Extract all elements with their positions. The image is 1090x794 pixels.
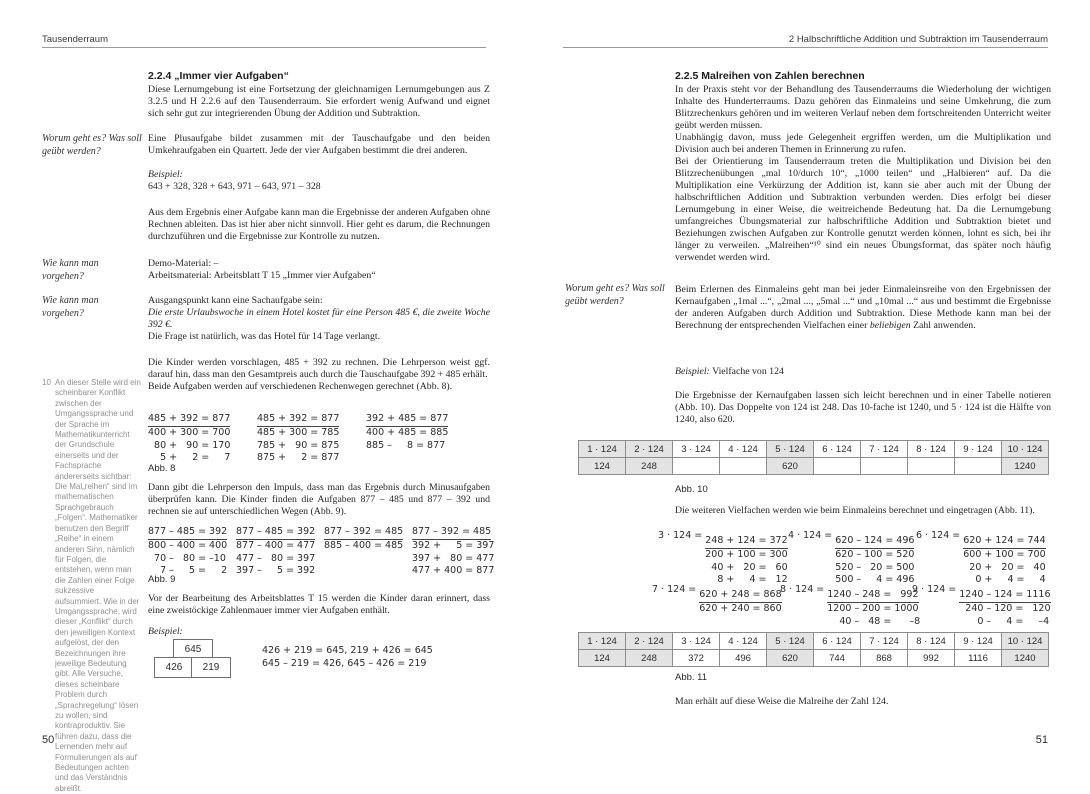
- table-header-cell: 10 · 124: [1002, 441, 1049, 458]
- table-header-cell: 7 · 124: [861, 633, 908, 650]
- equation-line: 485 + 392 = 877: [148, 413, 230, 427]
- equation-line: 392 + 5 = 397: [412, 539, 495, 551]
- equation-line: 600 + 100 = 700: [963, 548, 1046, 560]
- equation-line: 485 + 300 = 785: [257, 426, 340, 438]
- table-value-cell: [861, 458, 908, 475]
- margin-note: Wie kann man vorgehen?: [42, 258, 99, 282]
- example-text: Vielfache von 124: [709, 366, 784, 377]
- example-label: Beispiel:: [148, 626, 183, 637]
- running-header-left: Tausenderraum: [42, 34, 109, 45]
- wall-equation-line: 426 + 219 = 645, 219 + 426 = 645: [262, 645, 433, 656]
- equation-line: 785 + 90 = 875: [257, 439, 340, 451]
- equation-line: 40 + 20 = 60: [705, 561, 788, 573]
- calc-block-6x124: [916, 530, 1046, 587]
- equation-line: 200 + 100 = 300: [705, 548, 788, 560]
- table-value-cell: 868: [861, 650, 908, 667]
- table-value-cell: 1240: [1002, 650, 1049, 667]
- table-value-cell: 124: [579, 650, 626, 667]
- table-header-cell: 3 · 124: [673, 633, 720, 650]
- calc-head: 9 · 124 =: [912, 584, 960, 595]
- paragraph: [148, 295, 490, 343]
- table-value-cell: 744: [814, 650, 861, 667]
- equation-line: 477 + 400 = 877: [412, 565, 495, 577]
- equation-line: 1200 – 200 = 1000: [827, 602, 919, 614]
- figure-abb9-column-1: [148, 521, 227, 578]
- equation-line: 877 – 392 = 485: [412, 526, 491, 540]
- header-rule-left: [42, 47, 486, 48]
- table-header-cell: 6 · 124: [814, 441, 861, 458]
- table-header-cell: 1 · 124: [579, 633, 626, 650]
- table-value-cell: 620: [767, 458, 814, 475]
- multiplication-table-abb11: [578, 632, 1049, 667]
- number-wall-left-cell: 426: [154, 657, 194, 678]
- equation-line: 500 – 4 = 496: [835, 574, 915, 586]
- equation-line: 40 – 48 = –8: [827, 615, 921, 627]
- equation-line: 877 – 392 = 485: [324, 526, 403, 540]
- calc-head: 6 · 124 =: [916, 530, 964, 541]
- table-header-cell: 8 · 124: [908, 441, 955, 458]
- equation-line: 1240 – 248 = 992: [827, 589, 918, 603]
- task-story-italic: Die erste Urlaubswoche in einem Hotel kostet für eine Person 485 €, die zweite Woche 392 €.: [148, 307, 490, 330]
- table-value-cell: 248: [626, 650, 673, 667]
- task-intro: Ausgangspunkt kann eine Sachaufgabe sein:: [148, 295, 323, 306]
- equation-line: 397 + 80 = 477: [412, 552, 495, 564]
- table-value-cell: 1116: [955, 650, 1002, 667]
- equation-line: 5 + 2 = 7: [148, 452, 231, 464]
- figure-abb8-column-2: [257, 408, 339, 465]
- equation-line: 800 – 400 = 400: [148, 539, 228, 551]
- paragraph: [675, 284, 1051, 332]
- calc-block-4x124: [788, 530, 914, 587]
- table-value-cell: [814, 458, 861, 475]
- equation-line: 400 + 485 = 885: [366, 426, 449, 438]
- figure-abb8-column-1: [148, 408, 230, 465]
- paragraph-text: Die Kinder werden vorschlagen, 485 + 392 zu rechnen. Die Lehrperson weist ggf. darauf hin, dass man den Gesamtpreis auch durch die Tauschaufgabe 392 + 485 erhält.: [148, 357, 490, 380]
- page-number-right: 51: [1035, 734, 1048, 746]
- table-header-cell: 4 · 124: [720, 441, 767, 458]
- table-value-cell: 372: [673, 650, 720, 667]
- paragraph: Die Ergebnisse der Kernaufgaben lassen sich leicht berechnen und in einer Tabelle notieren (Abb. 10). Das Doppelte von 124 ist 248. Das 10-fache ist 1240, und 5 · 124 ist die Hälfte von 1240, also 620.: [675, 390, 1051, 425]
- paragraph: Vor der Bearbeitung des Arbeitsblattes T 15 werden die Kinder daran erinnert, dass eine zweistöckige Zahlenmauer immer vier Aufgaben enthält.: [148, 593, 490, 616]
- footnote: [42, 378, 142, 794]
- table-value-cell: 620: [767, 650, 814, 667]
- calc-block-7x124: [652, 584, 782, 616]
- paragraph: Aus dem Ergebnis einer Aufgabe kann man die Ergebnisse der anderen Aufgaben ohne Rechnen ableiten. Das ist hier aber nicht sinnvoll. Hier geht es darum, die Rechnungen durchzuführen und die Ergebnisse zur Kontrolle zu nutzen.: [148, 207, 490, 242]
- table-value-cell: 1240: [1002, 458, 1049, 475]
- page-number-left: 50: [42, 734, 55, 746]
- equation-line: 620 + 240 = 860: [699, 602, 782, 614]
- equation-line: 877 – 485 = 392: [236, 526, 315, 540]
- figure-caption: Abb. 10: [675, 484, 708, 495]
- table-header-cell: 3 · 124: [673, 441, 720, 458]
- equation-line: 875 + 2 = 877: [257, 452, 340, 464]
- equation-line: 885 – 400 = 485: [324, 539, 404, 551]
- multiplication-table-abb10: [578, 440, 1049, 475]
- work-material-line: Arbeitsmaterial: Arbeitsblatt T 15 „Immer vier Aufgaben“: [148, 270, 376, 281]
- table-value-cell: [955, 458, 1002, 475]
- margin-note: Worum geht es? Was soll geübt werden?: [42, 133, 142, 157]
- figure-caption: Abb. 8: [148, 463, 176, 474]
- calc-column: [835, 530, 914, 587]
- calc-block-9x124: [912, 584, 1051, 628]
- equation-line: 0 – 4 = –4: [959, 615, 1050, 627]
- figure-abb8-column-3: [366, 408, 448, 452]
- paragraph-text: Beim Erlernen des Einmaleins geht man bei jeder Einmaleinsreihe von den Ergebnissen der Kernaufgaben „1mal ...“, „2mal ..., „5mal ...“ und „10mal ...“ aus und bestimmt die Ergebnisse der anderen Aufgaben durch Addition und Subtraktion. Diese Methode kann man bei der Berechnung der entsprechenden Vielfachen einer: [675, 284, 1051, 331]
- section-heading: 2.2.5 Malreihen von Zahlen berechnen: [675, 70, 865, 82]
- table-header-cell: 2 · 124: [626, 633, 673, 650]
- table-header-cell: 5 · 124: [767, 633, 814, 650]
- number-wall-right-cell: 219: [191, 657, 231, 678]
- equation-line: 248 + 124 = 372: [705, 535, 787, 549]
- equation-line: 70 – 80 = –10: [148, 552, 226, 564]
- calc-head: 4 · 124 =: [788, 530, 836, 541]
- calc-block-3x124: [658, 530, 788, 587]
- calc-column: [699, 584, 781, 616]
- table-value-cell: 248: [626, 458, 673, 475]
- figure-caption: Abb. 9: [148, 574, 176, 585]
- calc-column: [705, 530, 787, 587]
- equation-line: 240 – 120 = 120: [959, 602, 1051, 614]
- paragraph: [675, 84, 1051, 264]
- paragraph-text: In der Praxis steht vor der Behandlung des Tausenderraums die Wiederholung der wichtigen Inhalte des Hunderterraums. Dazu gehören das Einmaleins und seine Umkehrung, die zum Blitzrechenkurs gehören und im weiteren Verlauf neben dem fortschreitenden Unterricht weiter geübt werden müssen.: [675, 84, 1051, 131]
- paragraph: Dann gibt die Lehrperson den Impuls, dass man das Ergebnis durch Minusaufgaben überprüfen kann. Die Kinder finden die Aufgaben 877 – 485 und 877 – 392 und rechnen sie auf unterschiedlichen Wegen (Abb. 9).: [148, 482, 490, 517]
- equation-line: 885 – 8 = 877: [366, 439, 446, 451]
- margin-note: Worum geht es? Was soll geübt werden?: [565, 283, 665, 307]
- paragraph-text: Zahl anwenden.: [910, 320, 976, 331]
- wall-equation-line: 645 – 219 = 426, 645 – 426 = 219: [262, 658, 427, 669]
- header-rule-right: [563, 47, 1048, 48]
- equation-line: 1240 – 124 = 1116: [959, 589, 1050, 603]
- calc-head: 7 · 124 =: [652, 584, 700, 595]
- calc-head: 3 · 124 =: [658, 530, 706, 541]
- equation-line: 397 – 5 = 392: [236, 565, 316, 577]
- table-value-cell: [720, 458, 767, 475]
- calc-column: [827, 584, 920, 628]
- table-header-cell: 6 · 124: [814, 633, 861, 650]
- equation-line: 400 + 300 = 700: [148, 426, 231, 438]
- closing-sentence: Man erhält auf diese Weise die Malreihe der Zahl 124.: [675, 696, 889, 707]
- margin-note: Wie kann man vorgehen?: [42, 295, 99, 319]
- material-list: [148, 258, 490, 282]
- table-header-cell: 9 · 124: [955, 633, 1002, 650]
- running-header-right: 2 Halbschriftliche Addition und Subtraktion im Tausenderraum: [788, 34, 1048, 45]
- paragraph-text: Unabhängig davon, muss jede Gelegenheit ergriffen werden, um die Multiplikation und Division auch bei anderen Themen in Erinnerung zu rufen.: [675, 132, 1051, 155]
- figure-abb9-column-3: [324, 521, 403, 553]
- figure-abb9-column-2: [236, 521, 315, 578]
- equation-line: 20 + 20 = 40: [963, 561, 1046, 573]
- figure-abb9-column-4: [412, 521, 494, 578]
- equation-line: 477 – 80 = 397: [236, 552, 316, 564]
- equation-line: 620 – 100 = 520: [835, 548, 915, 560]
- paragraph: Eine Plusaufgabe bildet zusammen mit der Tauschaufgabe und den beiden Umkehraufgaben ein Quartett. Jede der vier Aufgaben bestimmt die drei anderen.: [148, 133, 490, 156]
- section-heading: 2.2.4 „Immer vier Aufgaben“: [148, 70, 289, 82]
- table-value-cell: [673, 458, 720, 475]
- calc-column: [963, 530, 1045, 587]
- equation-line: 485 + 392 = 877: [257, 413, 339, 427]
- task-question: Die Frage ist natürlich, was das Hotel für 14 Tage verlangt.: [148, 331, 381, 342]
- table-value-cell: 124: [579, 458, 626, 475]
- example-line: [675, 366, 1051, 378]
- equation-line: 7 – 5 = 2: [148, 565, 228, 577]
- table-header-cell: 9 · 124: [955, 441, 1002, 458]
- paragraph: [148, 357, 490, 393]
- calc-head: 8 · 124 =: [780, 584, 828, 595]
- table-header-cell: 7 · 124: [861, 441, 908, 458]
- paragraph-text: Beide Aufgaben werden auf verschiedenen Rechenwegen gerechnet (Abb. 8).: [148, 381, 453, 392]
- equation-line: 8 + 4 = 12: [705, 574, 788, 586]
- emphasis-text: beliebigen: [869, 320, 911, 331]
- table-value-cell: 496: [720, 650, 767, 667]
- equation-line: 0 + 4 = 4: [963, 574, 1046, 586]
- footnote-marker: 10: [42, 378, 51, 387]
- table-value-cell: 992: [908, 650, 955, 667]
- equation-line: 620 – 124 = 496: [835, 535, 914, 549]
- equation-line: 520 – 20 = 500: [835, 561, 915, 573]
- table-header-cell: 5 · 124: [767, 441, 814, 458]
- equation-line: 620 + 124 = 744: [963, 535, 1045, 549]
- paragraph: Die weiteren Vielfachen werden wie beim Einmaleins berechnet und eingetragen (Abb. 11).: [675, 505, 1035, 516]
- equation-line: 80 + 90 = 170: [148, 439, 231, 451]
- paragraph: Diese Lernumgebung ist eine Fortsetzung der gleichnamigen Lernumgebungen aus Z 3.2.5 und H 2.2.6 auf den Tausenderraum. Sie erfordert wenig Aufwand und eignet sich sehr gut zur integrierenden Übung der Addition und Subtraktion.: [148, 84, 490, 119]
- paragraph-text: Bei der Orientierung im Tausenderraum treten die Multiplikation und Division bei den Blitzrechenübungen „mal 10/durch 10“, „1000 teilen“ und „Halbieren“ auf. Da die Multiplikation eine Verkürzung der Addition ist, kann sie aber auch mit der Übung der halbschriftlichen Addition und Subtraktion verbunden werden. Dies erfolgt bei dieser Lernumgebung in einer Weise, die weitreichende Bedeutung hat. Da die Lernumgebung umfangreiches Übungsmaterial zur halbschriftliche Addition und Subtraktion bietet und Beziehungen zwischen Aufgaben zur Kontrolle genutzt werden können, lohnt es sich, bei ihr länger zu verweilen. „Malreihen“¹⁰ sind ein neues Übungsformat, das später noch häufig verwendet werden wird.: [675, 156, 1051, 263]
- equation-line: 877 – 485 = 392: [148, 526, 227, 540]
- figure-caption: Abb. 11: [675, 672, 708, 683]
- footnote-text: An dieser Stelle wird ein scheinbarer Konflikt zwischen der Umgangssprache und der Sprache im Mathematikunterricht der Grundschule einerseits und der Fachsprache andererseits sichtbar: Die Mal„reihen“ sind im mathematischen Sprachgebrauch „Folgen“. Mathematiker benutzen den Begriff „Reihe“ in einem anderen Sinn, nämlich für Folgen, die entstehen, wenn man die Zahlen einer Folge sukzessive aufsummiert. Wie in der Umgangssprache, wird dieser „Konflikt“ durch den jeweiligen Kontext aufgelöst, der den Bezeichnungen ihre jeweilige Bedeutung gibt. Alle Versuche, dieses scheinbare Problem durch „Sprachregelung“ lösen zu wollen, sind kontraproduktiv. Sie führen dazu, dass die Lernenden mehr auf Formulierungen als auf Bedeutungen achten und das Verständnis abreißt.: [55, 378, 141, 793]
- table-header-cell: 4 · 124: [720, 633, 767, 650]
- example-label: Beispiel:: [675, 366, 710, 377]
- equation-line: 620 + 248 = 868: [699, 589, 781, 603]
- demo-material-line: Demo-Material: –: [148, 258, 219, 269]
- calc-column: [959, 584, 1050, 628]
- example-label: Beispiel:: [148, 169, 183, 180]
- table-value-cell: [908, 458, 955, 475]
- equation-line: 877 – 400 = 477: [236, 539, 316, 551]
- example-equations: 643 + 328, 328 + 643, 971 – 643, 971 – 328: [148, 181, 321, 192]
- table-header-cell: 2 · 124: [626, 441, 673, 458]
- calc-block-8x124: [780, 584, 920, 628]
- table-header-cell: 8 · 124: [908, 633, 955, 650]
- equation-line: 392 + 485 = 877: [366, 413, 448, 427]
- number-wall-top-cell: 645: [173, 639, 213, 660]
- table-header-cell: 10 · 124: [1002, 633, 1049, 650]
- table-header-cell: 1 · 124: [579, 441, 626, 458]
